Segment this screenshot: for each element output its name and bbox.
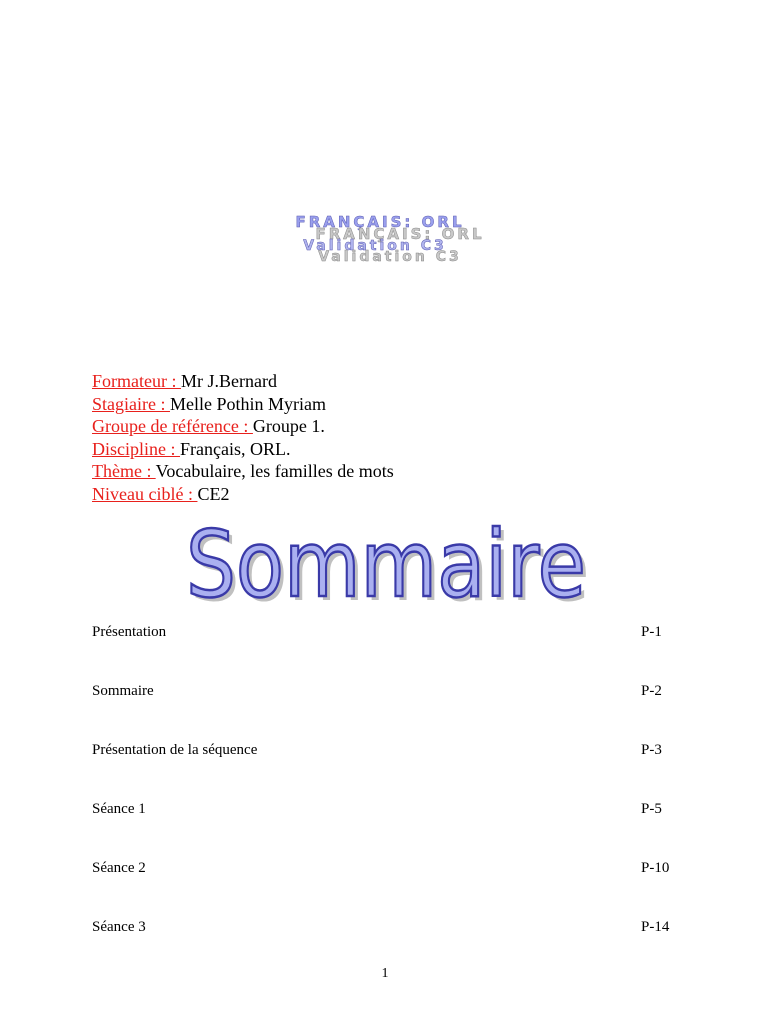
info-value: Français, ORL. [180, 438, 291, 459]
toc-title: Présentation de la séquence [92, 742, 258, 758]
toc-title: Séance 1 [92, 801, 146, 817]
toc-row [92, 913, 692, 972]
sommaire-text: Sommaire [186, 512, 586, 612]
info-theme [92, 460, 692, 483]
info-label: Groupe de référence : [92, 416, 253, 436]
wordart-title [185, 214, 605, 264]
info-value: Melle Pothin Myriam [169, 393, 326, 414]
toc-page: P-2 [641, 683, 662, 699]
toc-title: Présentation [92, 624, 167, 640]
info-value: CE2 [197, 483, 230, 504]
info-discipline [92, 438, 692, 461]
info-value: Groupe 1. [252, 416, 325, 436]
toc-title: Sommaire [92, 683, 154, 699]
page-number: 1 [381, 966, 389, 981]
title-line-2: FRANÇAIS: ORL [315, 225, 485, 243]
toc-row [92, 677, 692, 736]
toc-page: P-5 [641, 801, 662, 817]
toc-row [92, 618, 692, 677]
toc-page: P-1 [641, 624, 662, 640]
toc-page: P-10 [641, 860, 670, 876]
info-niveau [92, 483, 692, 506]
title-line-1: FRANÇAIS: ORL [295, 214, 465, 231]
info-groupe [92, 415, 692, 438]
info-stagiaire [92, 393, 692, 416]
toc-page: P-3 [641, 742, 662, 758]
title-line-3: Validation C3 [303, 238, 447, 254]
sommaire-shadow: Sommaire [190, 515, 590, 612]
info-label: Niveau ciblé : [92, 483, 198, 504]
sommaire-heading [178, 512, 598, 612]
toc-row [92, 795, 692, 854]
toc-title: Séance 2 [92, 860, 146, 876]
info-label: Stagiaire : [92, 393, 170, 414]
toc-row [92, 854, 692, 913]
info-label: Thème : [92, 461, 156, 481]
toc-page: P-14 [641, 919, 670, 935]
info-value: Mr J.Bernard [180, 371, 277, 391]
info-block [92, 370, 692, 505]
toc-row [92, 736, 692, 795]
info-label: Formateur : [92, 371, 181, 391]
title-line-4: Validation C3 [318, 249, 462, 264]
toc-title: Séance 3 [92, 919, 146, 935]
info-label: Discipline : [92, 438, 180, 459]
info-formateur [92, 370, 692, 393]
table-of-contents [92, 618, 692, 972]
info-value: Vocabulaire, les familles de mots [155, 461, 394, 481]
